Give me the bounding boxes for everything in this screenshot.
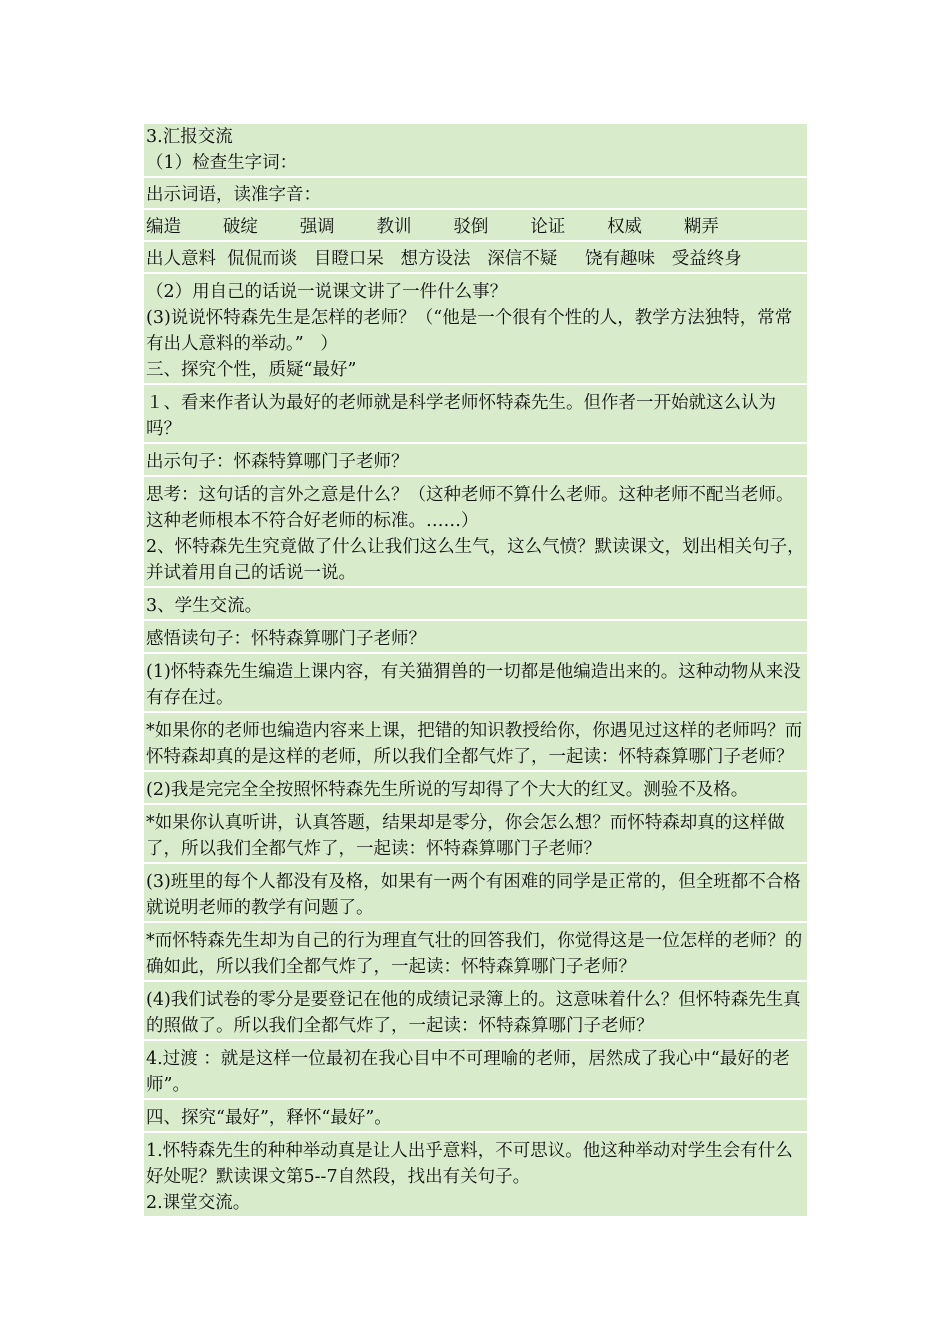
idiom-row: 出人意料 侃侃而谈 目瞪口呆 想方设法 深信不疑 饶有趣味 受益终身 xyxy=(144,242,807,274)
question-3: (3)说说怀特森先生是怎样的老师？（“他是一个很有个性的人，教学方法独特，常常有出人意料的举动。” ） xyxy=(144,305,807,357)
paragraph: *如果你认真听讲，认真答题，结果却是零分，你会怎么想？而怀特森却真的这样做了，所以我们全都气炸了，一起读：怀特森算哪门子老师？ xyxy=(144,805,807,864)
vocab-word: 强调 xyxy=(299,217,335,237)
paragraph: (4)我们试卷的零分是要登记在他的成绩记录簿上的。这意味着什么？但怀特森先生真的照做了。所以我们全都气炸了，一起读：怀特森算哪门子老师？ xyxy=(144,982,807,1041)
vocab-word: 编造 xyxy=(146,217,181,237)
question-2: （2）用自己的话说一说课文讲了一件什么事？ xyxy=(144,274,807,305)
vocab-word: 糊弄 xyxy=(683,217,719,237)
check-words-heading: （1）检查生字词： xyxy=(144,150,807,178)
vocab-word: 论证 xyxy=(530,217,566,237)
show-words-line: 出示词语，读准字音： xyxy=(144,178,807,210)
paragraph: 出示句子：怀森特算哪门子老师？ xyxy=(144,444,807,477)
paragraph: (1)怀特森先生编造上课内容，有关猫猬兽的一切都是他编造出来的。这种动物从来没有存在过。 xyxy=(144,654,807,713)
section-4-heading: 四、探究“最好”，释怀“最好”。 xyxy=(144,1100,807,1133)
vocab-word: 权威 xyxy=(607,217,643,237)
section-report-heading: 3.汇报交流 xyxy=(144,124,807,150)
vocab-word: 驳倒 xyxy=(453,217,489,237)
vocab-word: 破绽 xyxy=(222,217,258,237)
paragraph: 2.课堂交流。 xyxy=(144,1190,807,1216)
paragraph: １、看来作者认为最好的老师就是科学老师怀特森先生。但作者一开始就这么认为吗？ xyxy=(144,385,807,444)
paragraph: 3、学生交流。 xyxy=(144,588,807,621)
vocab-word: 教训 xyxy=(376,217,412,237)
section-3-heading: 三、探究个性，质疑“最好” xyxy=(144,357,807,385)
paragraph: 4.过渡 ：就是这样一位最初在我心目中不可理喻的老师，居然成了我心中“最好的老师”。 xyxy=(144,1041,807,1100)
paragraph: *如果你的老师也编造内容来上课，把错的知识教授给你，你遇见过这样的老师吗？而怀特森却真的是这样的老师，所以我们全都气炸了，一起读：怀特森算哪门子老师？ xyxy=(144,713,807,772)
paragraph: 思考：这句话的言外之意是什么？（这种老师不算什么老师。这种老师不配当老师。这种老师根本不符合好老师的标准。……） xyxy=(144,477,807,534)
paragraph: 感悟读句子：怀特森算哪门子老师？ xyxy=(144,621,807,654)
paragraph: (2)我是完完全全按照怀特森先生所说的写却得了个大大的红叉。测验不及格。 xyxy=(144,772,807,805)
lesson-plan-document xyxy=(144,124,807,1216)
paragraph: 1.怀特森先生的种种举动真是让人出乎意料，不可思议。他这种举动对学生会有什么好处呢？默读课文第5--7自然段，找出有关句子。 xyxy=(144,1133,807,1190)
paragraph: 2、怀特森先生究竟做了什么让我们这么生气，这么气愤？默读课文，划出相关句子，并试着用自己的话说一说。 xyxy=(144,534,807,588)
vocabulary-row xyxy=(144,210,807,242)
paragraph: (3)班里的每个人都没有及格，如果有一两个有困难的同学是正常的，但全班都不合格就说明老师的教学有问题了。 xyxy=(144,864,807,923)
paragraph: *而怀特森先生却为自己的行为理直气壮的回答我们，你觉得这是一位怎样的老师？的确如此，所以我们全都气炸了，一起读：怀特森算哪门子老师？ xyxy=(144,923,807,982)
